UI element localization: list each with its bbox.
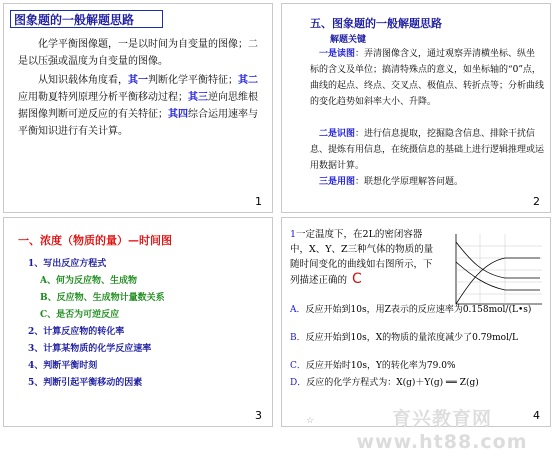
text: 从知识载体角度看， bbox=[38, 75, 128, 86]
keyword-3: 其三 bbox=[188, 92, 208, 103]
slide-2-subtitle: 解题关键 bbox=[330, 35, 367, 45]
text: 综合运用速率与平衡知识进行有关计算。 bbox=[18, 109, 258, 137]
page-number: 4 bbox=[533, 409, 540, 422]
question-text bbox=[290, 227, 440, 288]
list-item: 5、判断引起平衡移动的因素 bbox=[28, 378, 143, 388]
watermark: 育兴教育网 www.ht88.com bbox=[356, 408, 528, 453]
keyword-2: 其二 bbox=[238, 75, 258, 86]
slide-2-paragraph-3 bbox=[310, 174, 544, 190]
slide-4[interactable] bbox=[281, 217, 551, 427]
option-d bbox=[290, 376, 548, 390]
option-a bbox=[290, 303, 548, 317]
option-b bbox=[290, 331, 548, 345]
slide-1-title: 图象题的一般解题思路 bbox=[10, 10, 163, 28]
option-label: A． bbox=[290, 305, 306, 315]
slide-1[interactable] bbox=[3, 3, 273, 213]
concentration-time-graph bbox=[450, 232, 544, 310]
option-text: 反应开始时10s，Y的转化率为79.0% bbox=[305, 361, 456, 371]
option-c bbox=[290, 359, 548, 373]
page-number: 1 bbox=[255, 195, 262, 208]
slide-3-title: 一、浓度（物质的量）—时间图 bbox=[18, 234, 172, 247]
list-subitem: C、是否为可逆反应 bbox=[40, 310, 120, 320]
slide-1-paragraph-2 bbox=[18, 72, 258, 140]
text: ：进行信息提取，挖掘隐含信息、排除干扰信息、提炼有用信息，在统摄信息的基础上进行逻辑推理或运用数据计算。 bbox=[310, 129, 545, 171]
slide-2[interactable] bbox=[281, 3, 551, 213]
keyword-4: 其四 bbox=[168, 109, 188, 120]
list-item: 3、计算某物质的化学反应速率 bbox=[28, 344, 152, 354]
option-label: B． bbox=[290, 333, 306, 343]
option-label: C． bbox=[290, 361, 306, 371]
option-label: D． bbox=[290, 378, 307, 388]
list-subitem: A、何为反应物、生成物 bbox=[40, 276, 137, 286]
page-number: 2 bbox=[533, 195, 540, 208]
slide-2-paragraph-1 bbox=[310, 46, 544, 110]
answer-mark: C bbox=[352, 271, 362, 287]
star-icon: ☆ bbox=[306, 416, 315, 426]
option-text: 反应的化学方程式为：X(g)＋Y(g) ══ Z(g) bbox=[306, 378, 479, 388]
text: ：弄清图像含义，通过观察弄清横坐标、纵坐标的含义及单位；搞清特殊点的意义，如坐标轴的“0”点，曲线的起点、终点、交叉点、极值点、转折点等；分析曲线的变化趋势如斜率大小、升降。 bbox=[310, 49, 545, 107]
option-text: 反应开始到10s，用Z表示的反应速率为0.158mol/(L•s) bbox=[305, 305, 532, 315]
text: 判断化学平衡特征； bbox=[148, 75, 238, 86]
slide-3[interactable] bbox=[3, 217, 273, 427]
label: 二是识图 bbox=[319, 129, 356, 139]
label: 一是读图 bbox=[319, 49, 356, 59]
option-text: 反应开始到10s，X的物质的量浓度减少了0.79mol/L bbox=[305, 333, 518, 343]
question-number: 1 bbox=[290, 229, 297, 240]
list-subitem: B、反应物、生成物计量数关系 bbox=[40, 293, 165, 303]
slide-2-paragraph-2 bbox=[310, 126, 544, 174]
keyword-1: 其一 bbox=[128, 75, 148, 86]
list-item: 2、计算反应物的转化率 bbox=[28, 327, 125, 337]
label: 三是用图 bbox=[319, 177, 356, 187]
slide-2-title: 五、图象题的一般解题思路 bbox=[310, 17, 442, 30]
list-item: 4、判断平衡时刻 bbox=[28, 361, 98, 371]
page-number: 3 bbox=[255, 409, 262, 422]
list-item: 1、写出反应方程式 bbox=[28, 259, 107, 269]
slide-1-paragraph-1: 化学平衡图像题，一是以时间为自变量的图像；二是以压强或温度为自变量的图像。 bbox=[18, 39, 258, 67]
text: 一定温度下，在2L的密闭容器中，X、Y、Z三种气体的物质的量随时间变化的曲线如右图所示，下列描述正确的 bbox=[290, 229, 434, 286]
text: 逆向思维根据图像判断可逆反应的有关特征； bbox=[18, 92, 258, 120]
text: ：联想化学原理解答问题。 bbox=[355, 177, 464, 187]
text: 应用勒夏特列原理分析平衡移动过程； bbox=[18, 92, 188, 103]
